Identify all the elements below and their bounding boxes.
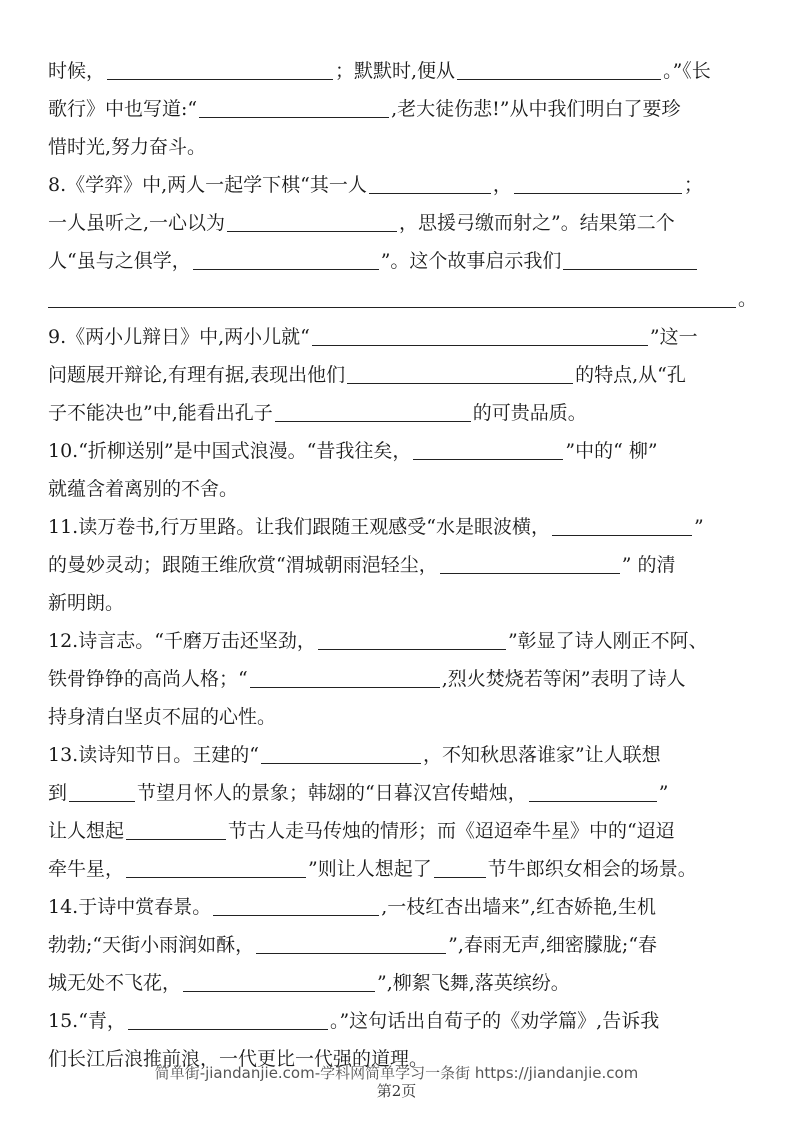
- text: 10.“折柳送别”是中国式浪漫。“昔我往矣，: [48, 440, 412, 462]
- text: 们长江后浪推前浪，一代更比一代强的道理。: [48, 1048, 429, 1070]
- question-8-line-3: [48, 242, 699, 280]
- question-8-line-4: [48, 280, 760, 318]
- question-8-line-2: [48, 204, 675, 242]
- text: ,烈火焚烧若等闲”表明了诗人: [441, 668, 686, 690]
- answer-blank[interactable]: [193, 245, 379, 270]
- text: 节古人走马传烛的情形；而《迢迢牵牛星》中的“迢迢: [228, 820, 675, 842]
- question-11-line-1: [48, 508, 704, 546]
- answer-blank[interactable]: [318, 625, 506, 650]
- question-8-line-1: [48, 166, 703, 204]
- question-9-line-3: [48, 394, 587, 432]
- text: 。”《长: [663, 60, 711, 82]
- question-13-line-4: [48, 850, 697, 888]
- page-number: 第2页: [376, 1082, 417, 1100]
- question-12-line-2: [48, 660, 685, 698]
- text: ,一枝红杏出墙来”,红杏娇艳,生机: [381, 896, 657, 918]
- watermark-text: 简单街-jiandanjie.com-学科网简单学习一条街 https://jiandanjie.com: [154, 1064, 639, 1082]
- question-12-line-1: [48, 622, 708, 660]
- answer-blank[interactable]: [529, 777, 657, 802]
- text: ，不知秋思落谁家”让人联想: [422, 744, 661, 766]
- text: 9.《两小儿辩日》中,两小儿就“: [48, 326, 310, 348]
- answer-blank[interactable]: [227, 207, 397, 232]
- answer-blank[interactable]: [347, 359, 573, 384]
- answer-blank[interactable]: [413, 435, 563, 460]
- text: 一人虽听之,一心以为: [48, 212, 226, 234]
- answer-blank[interactable]: [552, 511, 692, 536]
- text: 持身清白坚贞不屈的心性。: [48, 706, 277, 728]
- text: 歌行》中也写道:“: [48, 98, 198, 120]
- text: ”: [658, 782, 669, 804]
- question-9-line-2: [48, 356, 686, 394]
- question-11-line-3: [48, 584, 124, 622]
- question-10-line-2: [48, 470, 238, 508]
- text: 11.读万卷书,行万里路。让我们跟随王观感受“水是眼波横，: [48, 516, 550, 538]
- text: 让人想起: [48, 820, 125, 842]
- answer-blank[interactable]: [261, 739, 421, 764]
- text: ”,春雨无声,细密朦胧;“春: [448, 934, 658, 956]
- text: ，: [492, 174, 512, 196]
- question-7-line-1: [48, 52, 711, 90]
- question-7-line-2: [48, 90, 681, 128]
- question-13-line-3: [48, 812, 675, 850]
- text: 牵牛星，: [48, 858, 125, 880]
- answer-blank[interactable]: [213, 891, 379, 916]
- text: 的曼妙灵动；跟随王维欣赏“渭城朝雨浥轻尘，: [48, 554, 438, 576]
- text: 14.于诗中赏春景。: [48, 896, 212, 918]
- question-15-line-1: [48, 1002, 659, 1040]
- answer-blank[interactable]: [514, 169, 682, 194]
- question-14-line-1: [48, 888, 656, 926]
- text: ；默默时,便从: [335, 60, 456, 82]
- answer-blank[interactable]: [199, 93, 389, 118]
- text: 15.“青，: [48, 1010, 126, 1032]
- answer-blank[interactable]: [107, 55, 333, 80]
- text: ”彰显了诗人刚正不阿、: [507, 630, 708, 652]
- text: 12.诗言志。“千磨万击还坚劲，: [48, 630, 316, 652]
- answer-blank[interactable]: [275, 397, 471, 422]
- answer-blank[interactable]: [563, 245, 697, 270]
- text: ”则让人想起了: [308, 858, 432, 880]
- answer-blank[interactable]: [183, 967, 375, 992]
- text: ” 的清: [621, 554, 676, 576]
- answer-blank[interactable]: [126, 853, 306, 878]
- text: 节望月怀人的景象；韩翃的“日暮汉宫传蜡烛，: [137, 782, 527, 804]
- question-14-line-2: [48, 926, 657, 964]
- answer-blank[interactable]: [69, 777, 135, 802]
- text: 8.《学弈》中,两人一起学下棋“其一人: [48, 174, 367, 196]
- text: ”。这个故事启示我们: [380, 250, 562, 272]
- answer-blank[interactable]: [126, 815, 226, 840]
- text: ,老大徒伤悲!”从中我们明白了要珍: [391, 98, 681, 120]
- question-10-line-1: [48, 432, 658, 470]
- answer-blank[interactable]: [128, 1005, 328, 1030]
- answer-blank[interactable]: [48, 283, 736, 308]
- answer-blank[interactable]: [312, 321, 648, 346]
- answer-blank[interactable]: [250, 663, 440, 688]
- text: 铁骨铮铮的高尚人格；“: [48, 668, 248, 690]
- answer-blank[interactable]: [369, 169, 491, 194]
- answer-blank[interactable]: [256, 929, 446, 954]
- text: 就蕴含着离别的不舍。: [48, 478, 239, 500]
- text: 惜时光,努力奋斗。: [48, 136, 207, 158]
- answer-blank[interactable]: [457, 55, 661, 80]
- text: ；: [683, 174, 703, 196]
- text: ”,柳絮飞舞,落英缤纷。: [377, 972, 570, 994]
- answer-blank[interactable]: [434, 853, 486, 878]
- text: ”: [693, 516, 704, 538]
- answer-blank[interactable]: [440, 549, 620, 574]
- question-13-line-1: [48, 736, 661, 774]
- text: 城无处不飞花，: [48, 972, 182, 994]
- text: 到: [48, 782, 68, 804]
- text: ，思援弓缴而射之”。结果第二个: [399, 212, 675, 234]
- question-12-line-3: [48, 698, 276, 736]
- text: 时候，: [48, 60, 106, 82]
- text: 13.读诗知节日。王建的“: [48, 744, 259, 766]
- question-7-line-3: [48, 128, 206, 166]
- text: 。”这句话出自荀子的《劝学篇》,告诉我: [329, 1010, 660, 1032]
- text: 勃勃;“天街小雨润如酥，: [48, 934, 255, 956]
- question-11-line-2: [48, 546, 675, 584]
- text: 的可贵品质。: [472, 402, 587, 424]
- text: 子不能决也”中,能看出孔子: [48, 402, 273, 424]
- text: ”中的“ 柳”: [565, 440, 658, 462]
- text: 节牛郎织女相会的场景。: [487, 858, 697, 880]
- text: 问题展开辩论,有理有据,表现出他们: [48, 364, 346, 386]
- question-13-line-2: [48, 774, 668, 812]
- text: 人“虽与之俱学，: [48, 250, 191, 272]
- question-14-line-3: [48, 964, 570, 1002]
- question-9-line-1: [48, 318, 698, 356]
- text: 新明朗。: [48, 592, 125, 614]
- text: 的特点,从“孔: [575, 364, 686, 386]
- text: ”这一: [649, 326, 698, 348]
- text: 。: [738, 288, 758, 310]
